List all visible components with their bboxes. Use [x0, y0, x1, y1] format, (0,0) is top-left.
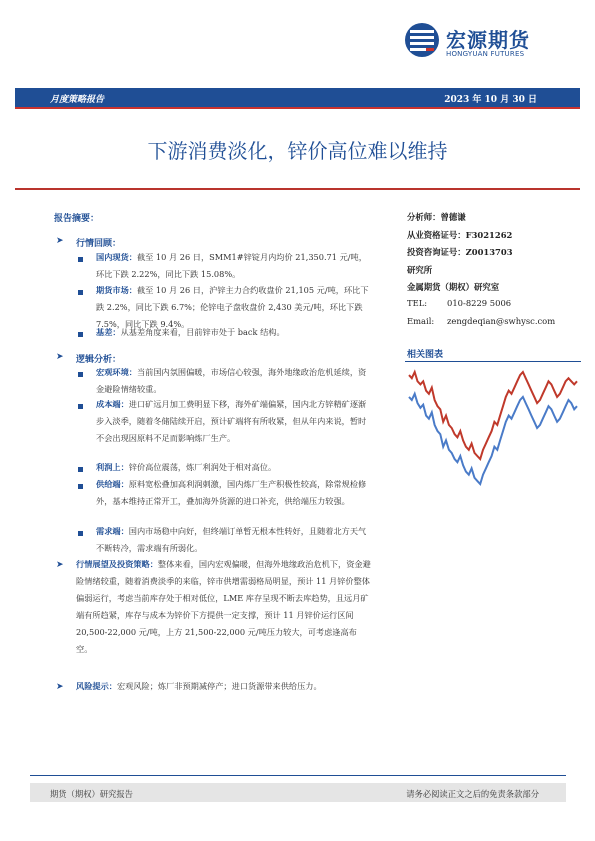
- bullet-icon: [78, 404, 83, 409]
- brand-name-en: HONGYUAN FUTURES: [446, 50, 525, 58]
- footer-disclaimer: 请务必阅读正文之后的免责条款部分: [406, 789, 539, 799]
- related-chart-heading: 相关图表: [407, 350, 444, 360]
- section-label: 风险提示：: [76, 681, 117, 691]
- report-type: 月度策略报告: [50, 95, 105, 105]
- chart-series-line-0: [409, 394, 577, 484]
- item-key: 基差：: [96, 327, 121, 337]
- bullet-icon: [78, 531, 83, 536]
- outlook-paragraph: [76, 556, 372, 658]
- email-label: Email:: [407, 316, 435, 326]
- tel-value: 010-8229 5006: [447, 298, 512, 308]
- report-title: 下游消费淡化，锌价高位难以维持: [147, 139, 448, 163]
- summary-heading: 报告摘要：: [54, 214, 100, 224]
- chevron-right-icon: ➤: [56, 236, 64, 246]
- bullet-icon: [78, 467, 83, 472]
- list-item: [96, 396, 372, 447]
- list-item: [96, 364, 372, 398]
- brand-name: 宏源期货: [446, 28, 530, 52]
- footer-left: 期货（期权）研究报告: [50, 789, 133, 799]
- list-item: [96, 523, 372, 557]
- item-key: 宏观环境：: [96, 367, 137, 377]
- list-item: [96, 476, 372, 510]
- risk-text: 宏观风险；炼厂非预期减停产；进口货源带来供给压力。: [116, 681, 322, 691]
- item-text: 锌价高位震荡，炼厂利润处于相对高位。: [128, 462, 277, 472]
- price-chart: [405, 364, 581, 492]
- institute-name: 金属期货（期权）研究室: [407, 282, 500, 292]
- item-key: 供给端：: [96, 479, 129, 489]
- header-accent-rule: [15, 107, 580, 109]
- item-key: 成本端：: [96, 399, 129, 409]
- item-text: 国内市场稳中向好，但终端订单暂无根本性转好，且随着北方天气不断转冷，需求端有所弱化。: [96, 526, 367, 553]
- item-key: 利润上：: [96, 462, 129, 472]
- item-text: 进口矿远月加工费明显下移，海外矿端偏紧，国内北方锌精矿逐渐步入淡季，随着冬储陆续开启，预计矿端将有所收紧，但从年内来说，暂时不会出现因原料不足而影响炼厂生产。: [96, 399, 367, 443]
- item-key: 需求端：: [96, 526, 129, 536]
- chevron-right-icon: ➤: [56, 352, 64, 362]
- section-label: 行情回顾：: [76, 239, 122, 249]
- bullet-icon: [78, 290, 83, 295]
- consulting-number: 投资咨询证号：Z0013703: [407, 247, 513, 257]
- title-rule: [15, 188, 580, 190]
- tel-label: TEL:: [407, 298, 428, 308]
- item-text: 截至 10 月 26 日，SMM1#锌锭月内均价 21,350.71 元/吨，环比下跌 2.22%，同比下跌 15.08%。: [96, 252, 367, 279]
- bullet-icon: [78, 484, 83, 489]
- list-item: [96, 459, 372, 476]
- qualification-number: 从业资格证号：F3021262: [407, 230, 513, 240]
- item-key: 国内现货：: [96, 252, 137, 262]
- item-key: 期货市场：: [96, 285, 137, 295]
- item-text: 原料宽松叠加高利润刺激，国内炼厂生产积极性较高，除常规检修外，基本维持正常开工，叠加海外货源的进口补充，供给端压力较强。: [96, 479, 367, 506]
- chevron-right-icon: ➤: [56, 560, 64, 570]
- chart-series-line-1: [409, 372, 577, 459]
- chevron-right-icon: ➤: [56, 682, 64, 692]
- report-date: 2023 年 10 月 30 日: [444, 95, 537, 105]
- institute-label: 研究所: [407, 265, 433, 275]
- list-item: [96, 249, 372, 283]
- item-text: 截至 10 月 26 日，沪锌主力合约收盘价 21,105 元/吨，环比下跌 2.2%，同比下跌 6.7%；伦锌电子盘收盘价 2,430 美元/吨，环比下跌 7.5%，同比下跌 9.4%。: [96, 285, 369, 329]
- related-chart-rule: [405, 361, 581, 362]
- section-label: 行情展望及投资策略：: [76, 559, 158, 569]
- bullet-icon: [78, 372, 83, 377]
- section-label: 逻辑分析：: [76, 355, 122, 365]
- analyst-name: 分析师：曾德谦: [407, 212, 466, 222]
- item-text: 当前国内氛围偏暖，市场信心较强，海外地缘政治危机延续，资金避险情绪较重。: [96, 367, 367, 394]
- list-item: [96, 324, 372, 341]
- risk-paragraph: [76, 678, 372, 695]
- footer-rule: [30, 775, 566, 776]
- email-value: zengdeqian@swhysc.com: [447, 316, 556, 326]
- bullet-icon: [78, 257, 83, 262]
- bullet-icon: [78, 332, 83, 337]
- item-text: 从基差角度来看，目前锌市处于 back 结构。: [120, 327, 285, 337]
- hongyuan-logo-icon: [404, 22, 440, 58]
- outlook-text: 整体来看，国内宏观偏暖，但海外地缘政治危机下，资金避险情绪较重，随着消费淡季的来临，锌市供增需弱格局明显，预计 11 月锌价整体偏弱运行，考虑当前库存处于相对低位，LME 库存呈现不断去库趋势，且远月矿端有所趋紧，库存与成本为锌价下方提供一定支撑，预计 11 月锌价运行区间 20,500-22,000 元/吨，上方 21,500-22,000 元/吨压力较大，可考虑逢高布空。: [76, 559, 371, 654]
